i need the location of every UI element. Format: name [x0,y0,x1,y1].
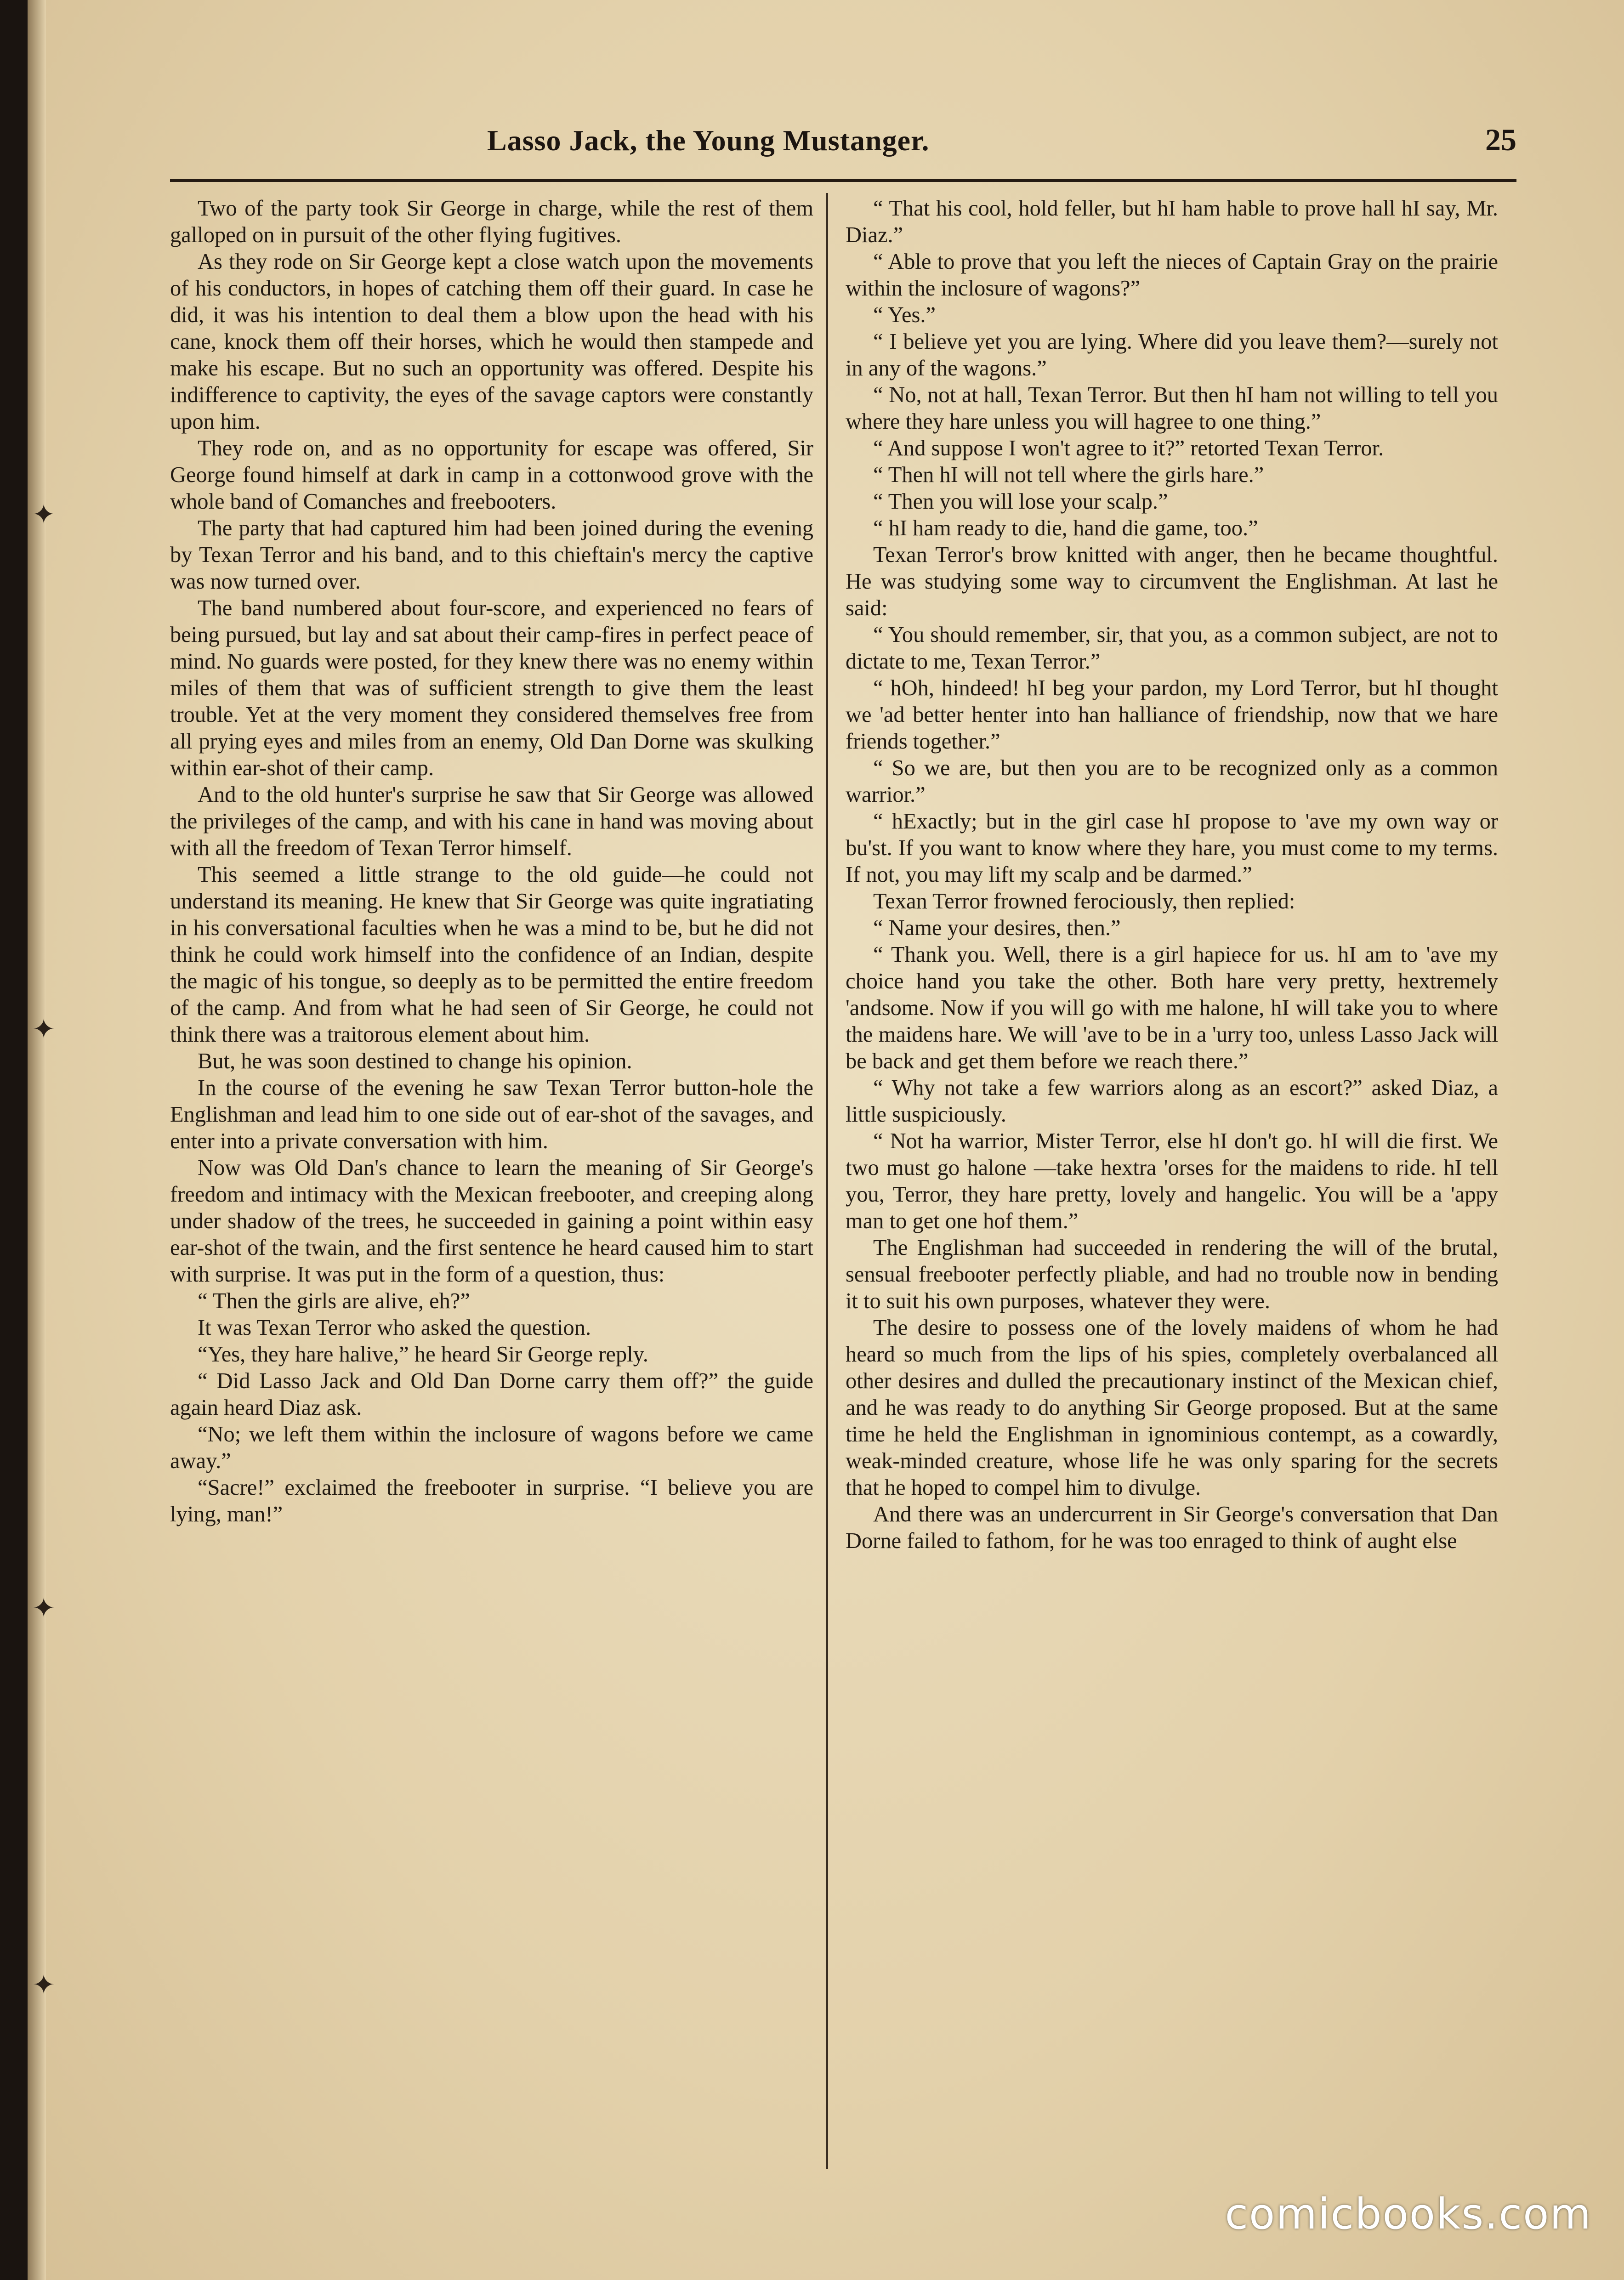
paragraph: “No; we left them within the inclosure of wagons before we came away.” [170,1422,813,1473]
paragraph: The desire to possess one of the lovely maidens of whom he had heard so much from the lips of his spies, completely overbalanced all other desires and dulled the precautionary instinct of the Mexican chief, and he was ready to do anything Sir George proposed. But at the same time he held the Englishman in ignominious contempt, as a cowardly, weak-minded creature, whose life he was only sparing for the secrets that he hoped to compel him to divulge. [846,1316,1498,1500]
paragraph: The Englishman had succeeded in rendering the will of the brutal, sensual freebooter perfectly pliable, and had no trouble now in bending it to suit his own purposes, whatever they were. [846,1236,1498,1313]
paragraph: “ So we are, but then you are to be recognized only as a common warrior.” [846,756,1498,807]
paragraph: “ Yes.” [873,303,936,327]
paragraph: The band numbered about four-score, and experienced no fears of being pursued, but lay and sat about their camp-fires in perfect peace of mind. No guards were posted, for they knew there was no enemy within miles of them that was of sufficient strength to give them the least trouble. Yet at the very moment they considered themselves free from all prying eyes and miles from an enemy, Old Dan Dorne was skulking within ear-shot of their camp. [170,596,813,780]
paragraph: “ And suppose I won't agree to it?” retorted Texan Terror. [873,436,1384,460]
column-divider [826,193,828,2169]
paragraph: “ Why not take a few warriors along as an escort?” asked Diaz, a little suspiciously. [846,1076,1498,1127]
paragraph: Texan Terror's brow knitted with anger, then he became thoughtful. He was studying some way to circumvent the Englishman. At last he said: [846,543,1498,620]
page-number: 25 [1485,122,1516,157]
paragraph: As they rode on Sir George kept a close watch upon the movements of his conductors, in hopes of catching them off their guard. In case he did, it was his intention to deal them a blow upon the head with his cane, knock them off their horses, which he would then stampede and make his escape. But no such an opportunity was offered. Despite his indifference to captivity, the eyes of the savage captors were constantly upon him. [170,250,813,434]
paragraph: “ hI ham ready to die, hand die game, too.” [873,516,1258,540]
paragraph: “ I believe yet you are lying. Where did you leave them?—surely not in any of the wagons.” [846,329,1498,380]
running-title: Lasso Jack, the Young Mustanger. [487,124,930,157]
paragraph: The party that had captured him had been joined during the evening by Texan Terror and his band, and to this chieftain's mercy the captive was now turned over. [170,516,813,594]
header-rule [170,179,1516,182]
paragraph: But, he was soon destined to change his opinion. [198,1049,632,1073]
paragraph: “ Able to prove that you left the nieces of Captain Gray on the prairie within the inclosure of wagons?” [846,250,1498,301]
paragraph: “ That his cool, hold feller, but hI ham hable to prove hall hI say, Mr. Diaz.” [846,196,1498,247]
binding-mark-icon: ✦ [32,499,56,531]
page-gutter-shadow [28,0,46,2280]
paragraph: “ Then you will lose your scalp.” [873,489,1168,514]
paragraph: “ Thank you. Well, there is a girl hapiece for us. hI am to 'ave my choice hand you take the other. Both hare very pretty, hextremely 'andsome. Now if you will go with me halone, hI will take you to where the maidens hare. We will 'ave to be in a 'urry too, unless Lasso Jack will be back and get them before we reach there.” [846,942,1498,1073]
paragraph: “ No, not at hall, Texan Terror. But then hI ham not willing to tell you where they hare unless you will hagree to one thing.” [846,383,1498,434]
paragraph: “ hExactly; but in the girl case hI propose to 'ave my own way or bu'st. If you want to know where they hare, you must come to my terms. If not, you may lift my scalp and be darmed.” [846,809,1498,887]
paragraph: Texan Terror frowned ferociously, then replied: [873,889,1295,913]
paragraph: “ Name your desires, then.” [873,916,1121,940]
book-page [28,0,1624,2280]
paragraph: They rode on, and as no opportunity for escape was offered, Sir George found himself at dark in camp in a cottonwood grove with the whole band of Comanches and freebooters. [170,436,813,514]
paragraph: “ Then hI will not tell where the girls hare.” [873,463,1264,487]
paragraph: Now was Old Dan's chance to learn the meaning of Sir George's freedom and intimacy with the Mexican freebooter, and creeping along under shadow of the trees, he succeeded in gaining a point within easy ear-shot of the twain, and the first sentence he heard caused him to start with surprise. It was put in the form of a question, thus: [170,1156,813,1287]
paragraph: In the course of the evening he saw Texan Terror button-hole the Englishman and lead him to one side out of ear-shot of the savages, and enter into a private conversation with him. [170,1076,813,1153]
site-watermark: comicbooks.com [1225,2189,1592,2239]
binding-mark-icon: ✦ [32,1013,56,1045]
paragraph: “ Then the girls are alive, eh?” [198,1289,470,1313]
paragraph: Two of the party took Sir George in charge, while the rest of them galloped on in pursuit of the other flying fugitives. [170,196,813,247]
paragraph: This seemed a little strange to the old guide—he could not understand its meaning. He knew that Sir George was quite ingratiating in his conversational faculties when he was a mind to be, but he did not think he could work himself into the confidence of an Indian, despite the magic of his tongue, so deeply as to be permitted the entire freedom of the camp. And from what he had seen of Sir George, he could not think there was a traitorous element about him. [170,862,813,1047]
left-column [170,195,813,2171]
paragraph: “ Not ha warrior, Mister Terror, else hI don't go. hI will die first. We two must go halone —take hextra 'orses for the maidens to ride. hI tell you, Terror, they hare pretty, lovely and hangelic. You will be a 'appy man to get one hof them.” [846,1129,1498,1233]
running-header [487,117,1516,163]
binding-mark-icon: ✦ [32,1969,56,2001]
paragraph: “ You should remember, sir, that you, as a common subject, are not to dictate to me, Texan Terror.” [846,623,1498,674]
binding-mark-icon: ✦ [32,1592,56,1624]
paragraph: “ Did Lasso Jack and Old Dan Dorne carry them off?” the guide again heard Diaz ask. [170,1369,813,1420]
paragraph: And to the old hunter's surprise he saw that Sir George was allowed the privileges of the camp, and with his cane in hand was moving about with all the freedom of Texan Terror himself. [170,783,813,860]
paragraph: “Yes, they hare halive,” he heard Sir George reply. [198,1342,648,1367]
paragraph: And there was an undercurrent in Sir George's conversation that Dan Dorne failed to fathom, for he was too enraged to think of aught else [846,1502,1498,1553]
paragraph: It was Texan Terror who asked the question. [198,1316,591,1340]
paragraph: “Sacre!” exclaimed the freebooter in surprise. “I believe you are lying, man!” [170,1475,813,1526]
paragraph: “ hOh, hindeed! hI beg your pardon, my Lord Terror, but hI thought we 'ad better henter into han halliance of friendship, now that we hare friends together.” [846,676,1498,754]
right-column [846,195,1498,2171]
